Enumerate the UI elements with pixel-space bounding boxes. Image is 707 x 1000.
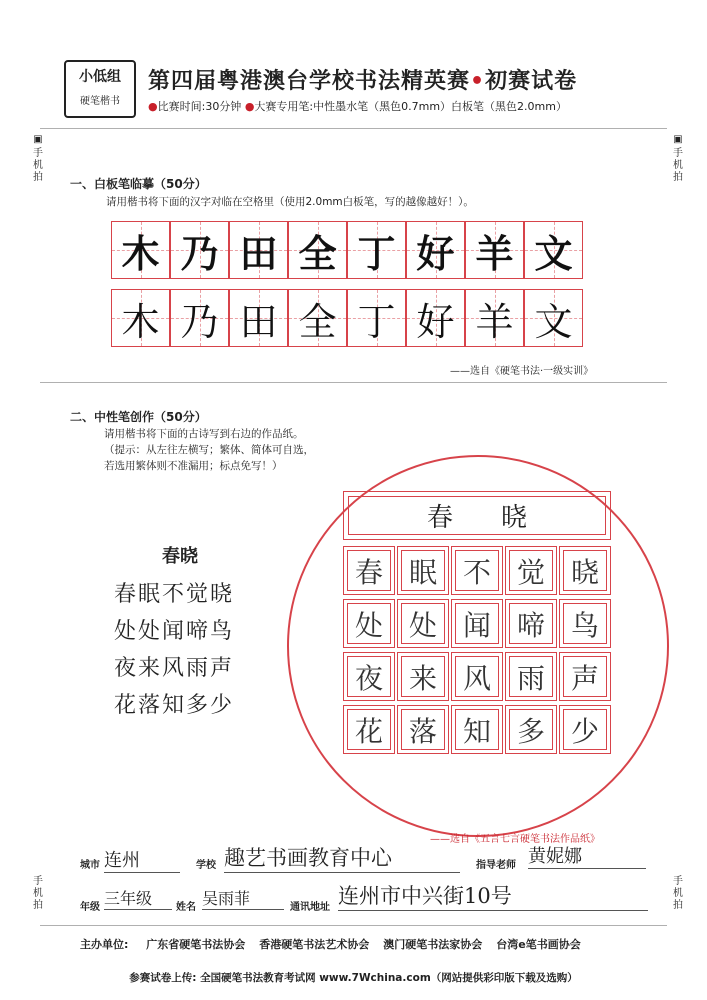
written-char: 乃 xyxy=(180,299,219,344)
section1-source: ——选自《硬笔书法·一级实训》 xyxy=(450,366,594,377)
model-char: 好 xyxy=(416,231,455,276)
artwork-cell xyxy=(451,652,503,701)
artwork-title-char: 春 xyxy=(426,503,453,533)
poem-line: 夜来风雨声 xyxy=(114,656,235,681)
section1-heading: 一、白板笔临摹（50分） xyxy=(70,177,207,191)
artwork-char: 眠 xyxy=(408,555,437,589)
artwork-char: 啼 xyxy=(516,608,545,642)
group-badge xyxy=(64,60,136,118)
written-cell xyxy=(229,289,288,347)
page-title xyxy=(148,64,577,95)
artwork-cell xyxy=(505,546,557,595)
artwork-cell xyxy=(559,705,611,754)
model-cell xyxy=(170,221,229,279)
artwork-cell xyxy=(451,705,503,754)
school-label: 学校 xyxy=(196,860,216,871)
poem-title: 春晓 xyxy=(162,546,198,567)
artwork-char: 处 xyxy=(408,608,437,642)
header-divider xyxy=(40,128,667,129)
school-value: 趣艺书画教育中心 xyxy=(224,842,460,873)
model-cell xyxy=(406,221,465,279)
artwork-char: 闻 xyxy=(462,608,491,642)
artwork-cell xyxy=(505,705,557,754)
model-row xyxy=(111,221,583,279)
camera-icon: ▣ xyxy=(33,134,43,145)
model-cell xyxy=(347,221,406,279)
written-cell xyxy=(465,289,524,347)
artwork-char: 不 xyxy=(462,555,491,589)
side-label-right: 手机拍 xyxy=(673,148,683,183)
artwork-char: 处 xyxy=(354,608,383,642)
artwork-grid xyxy=(343,546,623,758)
organizers-list xyxy=(132,938,580,951)
organizer: 澳门硬笔书法家协会 xyxy=(383,938,483,951)
model-char: 田 xyxy=(239,231,278,276)
artwork-cell xyxy=(343,705,395,754)
written-cell xyxy=(524,289,583,347)
artwork-cell xyxy=(397,652,449,701)
poem-line: 处处闻啼鸟 xyxy=(114,619,235,644)
written-cell xyxy=(111,289,170,347)
artwork-cell xyxy=(343,546,395,595)
footer-divider xyxy=(40,925,667,926)
group-sub: 硬笔楷书 xyxy=(80,96,120,107)
section1-instruction: 请用楷书将下面的汉字对临在空格里（使用2.0mm白板笔，写的越像越好！）。 xyxy=(106,196,474,208)
artwork-cell xyxy=(559,652,611,701)
artwork-title-box xyxy=(343,491,611,540)
written-char: 好 xyxy=(416,299,455,344)
artwork-cell xyxy=(505,599,557,648)
artwork-char: 少 xyxy=(570,714,599,748)
model-char: 丁 xyxy=(357,231,396,276)
teacher-label: 指导老师 xyxy=(476,860,516,871)
model-cell xyxy=(229,221,288,279)
written-char: 文 xyxy=(534,299,573,344)
bullet-icon: ● xyxy=(244,100,255,113)
artwork-cell xyxy=(397,705,449,754)
poem-line: 花落知多少 xyxy=(114,693,235,718)
model-cell xyxy=(111,221,170,279)
side-label-right-bottom: 手机拍 xyxy=(673,876,683,911)
organizers-label: 主办单位: xyxy=(80,938,129,951)
address-value: 连州市中兴街10号 xyxy=(338,880,648,911)
artwork-cell xyxy=(559,546,611,595)
copy-grid xyxy=(111,221,583,347)
artwork-char: 多 xyxy=(516,714,545,748)
info-pen: 大赛专用笔:中性墨水笔（黑色0.7mm）白板笔（黑色2.0mm） xyxy=(254,100,567,113)
model-cell xyxy=(524,221,583,279)
section2-instruction-2: （提示：从左往左横写；繁体、简体可自选， xyxy=(104,444,314,456)
artwork-cell xyxy=(343,599,395,648)
section-divider xyxy=(40,382,667,383)
title-tail: 初赛试卷 xyxy=(485,69,578,94)
artwork-cell xyxy=(559,599,611,648)
upload-line: 参赛试卷上传: 全国硬笔书法教育考试网 www.7Wchina.com（网站提供彩印版下载及选购） xyxy=(129,972,578,984)
contest-info xyxy=(148,98,567,114)
organizer: 香港硬笔书法艺术协会 xyxy=(259,938,370,951)
artwork-title-char: 晓 xyxy=(501,503,528,533)
written-char: 田 xyxy=(239,299,278,344)
artwork-char: 春 xyxy=(354,555,383,589)
title-dot: • xyxy=(470,69,486,94)
address-label: 通讯地址 xyxy=(290,902,330,913)
grade-value: 三年级 xyxy=(104,886,172,910)
artwork-cell xyxy=(451,599,503,648)
name-value: 吴雨菲 xyxy=(202,886,284,910)
group-label: 小低组 xyxy=(79,69,121,85)
written-cell xyxy=(406,289,465,347)
artwork-cell xyxy=(505,652,557,701)
written-row xyxy=(111,289,583,347)
artwork-char: 知 xyxy=(462,714,491,748)
camera-icon: ▣ xyxy=(673,134,683,145)
bullet-icon: ● xyxy=(148,100,158,113)
written-char: 丁 xyxy=(357,299,396,344)
artwork-char: 落 xyxy=(408,714,437,748)
section2-instruction-3: 若选用繁体则不准漏用；标点免写！） xyxy=(104,460,283,472)
written-cell xyxy=(347,289,406,347)
model-char: 木 xyxy=(121,231,160,276)
side-label-left-bottom: 手机拍 xyxy=(33,876,43,911)
written-cell xyxy=(170,289,229,347)
grade-label: 年级 xyxy=(80,902,100,913)
organizer: 台湾e笔书画协会 xyxy=(496,938,581,951)
section2-heading: 二、中性笔创作（50分） xyxy=(70,410,207,424)
artwork-char: 夜 xyxy=(354,661,383,695)
artwork-cell xyxy=(397,546,449,595)
artwork-char: 风 xyxy=(462,661,491,695)
model-char: 羊 xyxy=(475,231,514,276)
organizers xyxy=(80,936,581,952)
city-value: 连州 xyxy=(104,846,180,873)
artwork-char: 来 xyxy=(408,661,437,695)
model-cell xyxy=(465,221,524,279)
written-char: 羊 xyxy=(475,299,514,344)
artwork-cell xyxy=(397,599,449,648)
model-char: 乃 xyxy=(180,231,219,276)
poem-text xyxy=(114,576,234,724)
artwork-cell xyxy=(343,652,395,701)
title-main: 第四届粤港澳台学校书法精英赛 xyxy=(148,69,471,94)
model-cell xyxy=(288,221,347,279)
artwork-cell xyxy=(451,546,503,595)
teacher-value: 黄妮娜 xyxy=(528,842,646,869)
poem-line: 春眠不觉晓 xyxy=(114,582,235,607)
model-char: 全 xyxy=(298,231,337,276)
written-cell xyxy=(288,289,347,347)
artwork-char: 觉 xyxy=(516,555,545,589)
model-char: 文 xyxy=(534,231,573,276)
artwork-char: 鸟 xyxy=(570,608,599,642)
section2-instruction-1: 请用楷书将下面的古诗写到右边的作品纸。 xyxy=(104,428,304,440)
section2-source: ——选自《五言七言硬笔书法作品纸》 xyxy=(430,834,600,845)
organizer: 广东省硬笔书法协会 xyxy=(146,938,246,951)
name-label: 姓名 xyxy=(176,902,196,913)
city-label: 城市 xyxy=(80,860,100,871)
written-char: 全 xyxy=(298,299,337,344)
written-char: 木 xyxy=(121,299,160,344)
info-time: 比赛时间:30分钟 xyxy=(157,100,242,113)
artwork-char: 花 xyxy=(354,714,383,748)
side-label-left: 手机拍 xyxy=(33,148,43,183)
artwork-char: 声 xyxy=(570,661,599,695)
artwork-char: 晓 xyxy=(570,555,599,589)
artwork-char: 雨 xyxy=(516,661,545,695)
